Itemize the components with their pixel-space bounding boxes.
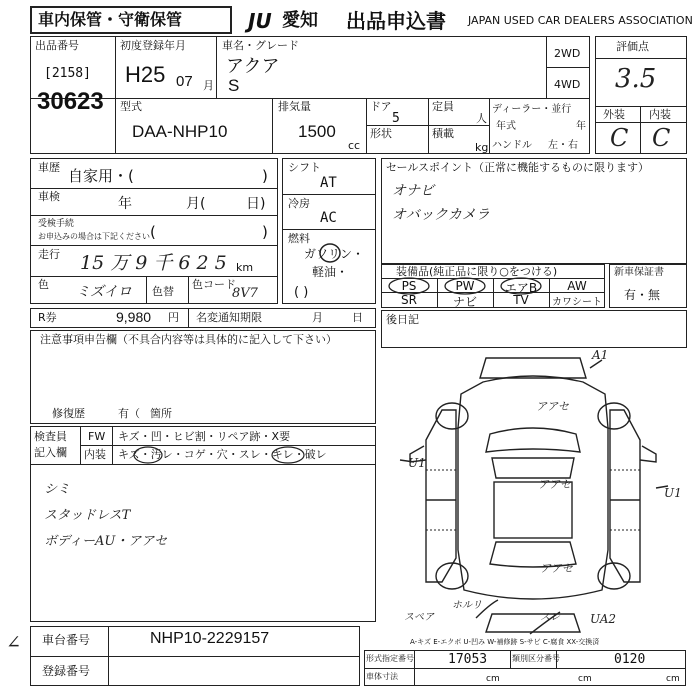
notice-day: 日 xyxy=(352,311,363,324)
doors-value: 5 xyxy=(392,111,400,126)
history-close: ) xyxy=(262,167,268,185)
mileage-value: 15 万 9 千 6 2 5 xyxy=(80,252,227,274)
mark-hood: アアセ xyxy=(536,400,569,413)
post-input-label: 後日記 xyxy=(386,313,419,326)
mileage-unit: km xyxy=(236,261,254,274)
storage-stamp-text: 車内保管・守衛保管 xyxy=(38,10,183,29)
fw-items: キズ・凹・ヒビ割・リペア跡・X要 xyxy=(118,430,291,443)
shift-value: AT xyxy=(320,175,337,191)
mark-left-side: U1 xyxy=(408,456,426,470)
score-block xyxy=(595,36,687,154)
sales-point-item-2: オバックカメラ xyxy=(392,207,490,223)
notice-month: 月 xyxy=(312,311,323,324)
fuel-selected-circle xyxy=(318,242,342,264)
equip-sr: SR xyxy=(401,293,417,307)
model-label: 型式 xyxy=(120,100,142,113)
interior-defects-label: 内装 xyxy=(84,448,106,461)
fw-label: FW xyxy=(88,430,106,443)
mileage-label: 走行 xyxy=(38,248,60,261)
first-reg-label: 初度登録年月 xyxy=(120,39,186,52)
displacement-label: 排気量 xyxy=(278,100,311,113)
warranty-label: 新車保証書 xyxy=(614,267,664,278)
fuel-options: ガソリン・ xyxy=(304,247,365,261)
score-value: 3.5 xyxy=(615,64,657,94)
shift-label: シフト xyxy=(288,161,321,174)
chassis-label: 車台番号 xyxy=(42,633,91,647)
equip-navi: ナビ xyxy=(452,295,477,309)
class-number-label: 類別区分番号 xyxy=(512,654,560,663)
equip-ps: PS xyxy=(401,279,417,293)
mark-spare: スペア xyxy=(404,612,434,623)
recycle-label: R券 xyxy=(38,311,57,324)
color-change-label: 色替 xyxy=(152,285,174,298)
handle-options: 左・右 xyxy=(548,140,578,151)
inspector-label-2: 記入欄 xyxy=(34,446,67,459)
equip-leather-seat: カワシート xyxy=(552,297,602,308)
dealer-year-unit: 年 xyxy=(576,121,586,132)
equip-airbag: エアB xyxy=(504,281,538,295)
inherit-label: 受検手続 xyxy=(38,219,75,229)
history-value: 自家用・( xyxy=(68,167,134,185)
type-number-label: 形式指定番号 xyxy=(366,654,414,663)
inherit-close: ) xyxy=(262,223,268,241)
drive-2wd: 2WD xyxy=(554,47,581,60)
lot-number: 30623 xyxy=(37,88,104,115)
equip-tv: TV xyxy=(513,293,529,307)
history-label: 車歴 xyxy=(38,161,60,174)
handle-label: ハンドル xyxy=(492,140,532,151)
color-code: 8V7 xyxy=(232,286,258,301)
warranty-options: 有・無 xyxy=(624,288,661,302)
aircon-value: AC xyxy=(320,210,337,226)
org-name: 愛知 xyxy=(282,10,318,31)
doors-label: ドア xyxy=(370,100,392,113)
inspection-year: 年 xyxy=(118,196,132,212)
notice-label: 名変通知期限 xyxy=(196,311,262,324)
defect-circles xyxy=(110,444,370,466)
inspection-day: 日) xyxy=(246,196,266,212)
mark-hole: ホルリ xyxy=(452,600,482,611)
inherit-note: お申込みの場合は下記ください xyxy=(38,232,150,241)
remark-1: シミ xyxy=(44,482,71,497)
body-size-label: 車体寸法 xyxy=(366,672,398,681)
registration-label: 登録番号 xyxy=(42,664,91,678)
sales-point-item-1: オナビ xyxy=(392,183,434,199)
model-value: DAA-NHP10 xyxy=(132,122,228,141)
first-reg-month-unit: 月 xyxy=(203,79,214,92)
load-label: 積載 xyxy=(432,127,454,140)
mark-roof: アアセ xyxy=(538,478,571,491)
lot-code: [2158] xyxy=(44,66,91,81)
mark-ua2: UA2 xyxy=(590,612,617,626)
inherit-open: ( xyxy=(150,223,156,241)
repair-value: 有（ xyxy=(118,407,140,420)
recycle-unit: 円 xyxy=(168,311,179,324)
inspection-month: 月( xyxy=(186,196,206,212)
interior-defects-items: キズ・汚レ・コゲ・穴・スレ・キレ・破レ xyxy=(118,448,327,461)
mark-right-side: U1 xyxy=(664,486,682,500)
repair-label: 修復歴 xyxy=(52,407,85,420)
displacement-unit: cc xyxy=(348,139,361,152)
body-size-unit-1: cm xyxy=(486,674,500,684)
equipment-circles xyxy=(381,276,605,296)
interior-grade: C xyxy=(652,124,671,152)
sales-point-label: セールスポイント（正常に機能するものに限ります） xyxy=(386,161,650,174)
left-margin-scribble: ∠ xyxy=(6,632,22,653)
form-title: 出品申込書 xyxy=(346,9,446,33)
fuel-label: 燃料 xyxy=(288,232,310,245)
car-grade: S xyxy=(228,76,240,95)
drive-4wd: 4WD xyxy=(554,78,581,91)
body-size-unit-2: cm xyxy=(578,674,592,684)
color-code-label: 色コード xyxy=(192,278,236,291)
dealer-year-label: 年式 xyxy=(496,121,516,132)
shape-label: 形状 xyxy=(370,127,392,140)
inspector-label-1: 検査員 xyxy=(34,430,67,443)
color-value: ミズイロ xyxy=(76,284,132,300)
aircon-label: 冷房 xyxy=(288,197,310,210)
first-reg-month: 07 xyxy=(176,73,193,90)
car-damage-diagram xyxy=(380,350,686,640)
equip-pw: PW xyxy=(455,279,475,293)
lot-label: 出品番号 xyxy=(35,39,79,52)
interior-label: 内装 xyxy=(649,108,671,121)
diagram-legend: A-キズ E-エクボ U-凹み W-補修跡 S-サビ C-腐食 XX-交換済 xyxy=(410,638,600,646)
class-number-value: 0120 xyxy=(614,652,646,667)
remark-2: スタッドレスT xyxy=(44,508,131,523)
mark-rear: アアセ xyxy=(540,562,573,575)
repair-place: 箇所 xyxy=(150,407,172,420)
mark-a1: A1 xyxy=(592,348,609,362)
type-number-value: 17053 xyxy=(448,652,488,667)
fuel-options-2: 軽油・ xyxy=(312,265,349,279)
association-name: JAPAN USED CAR DEALERS ASSOCIATION xyxy=(468,14,693,27)
first-reg-year: H25 xyxy=(125,62,166,87)
fuel-paren: ( ) xyxy=(294,285,309,300)
recycle-value: 9,980 xyxy=(116,309,152,325)
post-input-block xyxy=(381,310,687,348)
ju-logo: JU xyxy=(248,9,272,33)
mark-scratch: スレ xyxy=(540,612,560,623)
notes-label: 注意事項申告欄（不具合内容等は具体的に記入して下さい） xyxy=(40,333,337,346)
inspection-label: 車検 xyxy=(38,190,60,203)
dealer-label: ディーラー・並行 xyxy=(492,104,572,115)
color-label: 色 xyxy=(38,278,49,291)
score-label: 評価点 xyxy=(616,40,649,53)
equip-aw: AW xyxy=(567,279,587,293)
car-name: アクア xyxy=(226,56,280,77)
capacity-unit: 人 xyxy=(476,112,487,125)
equipment-label: 装備品(純正品に限り○をつける) xyxy=(396,265,558,278)
chassis-value: NHP10-2229157 xyxy=(150,630,270,647)
displacement-value: 1500 xyxy=(298,122,336,141)
body-size-unit-3: cm xyxy=(666,674,680,684)
load-unit: kg xyxy=(475,141,489,154)
remark-3: ボディーAU・アアセ xyxy=(44,534,168,549)
capacity-label: 定員 xyxy=(432,100,454,113)
car-name-label: 車名・グレード xyxy=(222,39,299,52)
exterior-grade: C xyxy=(610,124,629,152)
exterior-label: 外装 xyxy=(603,108,625,121)
